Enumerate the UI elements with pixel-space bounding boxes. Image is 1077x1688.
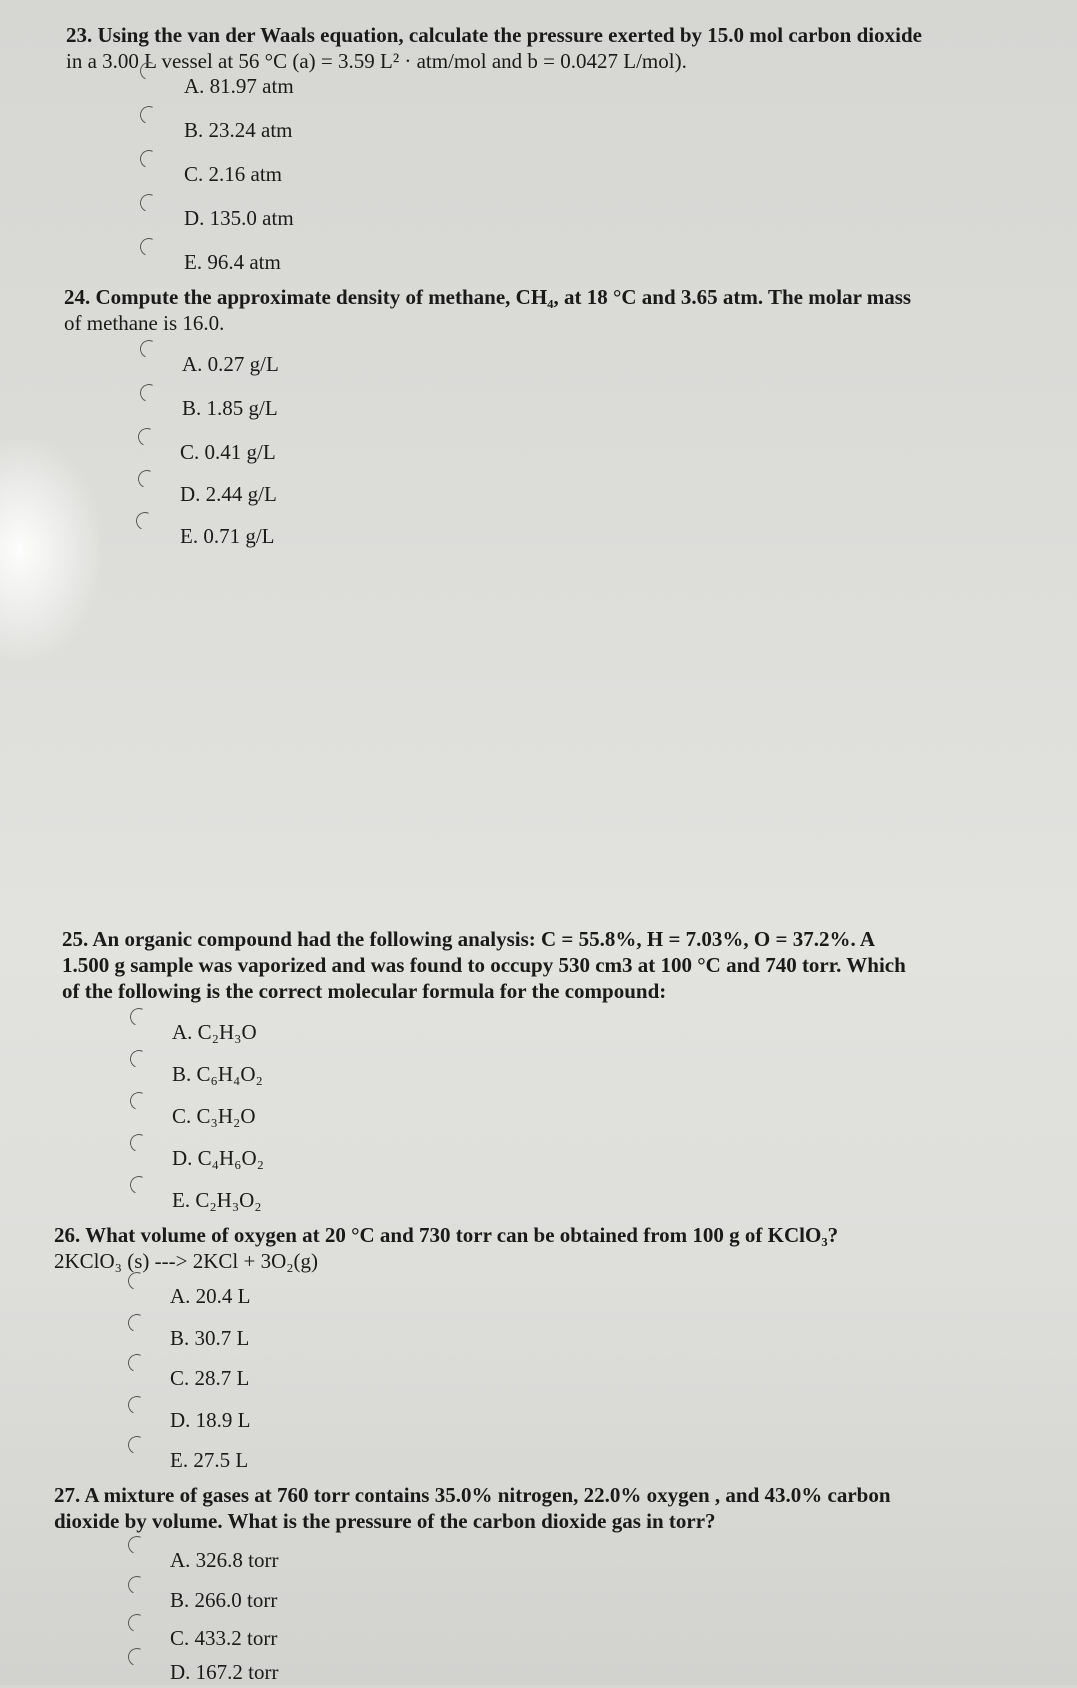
question-text-line: in a 3.00 L vessel at 56 °C (a) = 3.59 L² · atm/mol and b = 0.0427 L/mol).	[66, 49, 687, 73]
option-label: B. 266.0 torr	[170, 1588, 278, 1612]
option-label: C. 28.7 L	[170, 1366, 250, 1390]
radio-button[interactable]	[135, 467, 158, 490]
option-label: D. 167.2 torr	[170, 1660, 279, 1684]
question-text-line: 26. What volume of oxygen at 20 °C and 730 torr can be obtained from 100 g of KClO₃?	[54, 1223, 839, 1247]
option-label: A. 81.97 atm	[184, 74, 294, 98]
radio-button[interactable]	[125, 1351, 148, 1374]
radio-button[interactable]	[125, 1311, 148, 1334]
radio-button[interactable]	[137, 381, 160, 404]
question-24	[64, 284, 911, 336]
radio-button[interactable]	[133, 509, 156, 532]
radio-button[interactable]	[127, 1173, 150, 1196]
question-text-line: 27. A mixture of gases at 760 torr contains 35.0% nitrogen, 22.0% oxygen , and 43.0% carbon	[54, 1483, 891, 1507]
option-label: A. 20.4 L	[170, 1284, 251, 1308]
radio-button[interactable]	[137, 103, 160, 126]
option-label: B. C₆H₄O₂	[172, 1062, 263, 1086]
question-text-line: of methane is 16.0.	[64, 311, 225, 335]
option-label: E. 0.71 g/L	[180, 524, 275, 548]
option-label: E. 27.5 L	[170, 1448, 249, 1472]
option-label: C. 0.41 g/L	[180, 440, 276, 464]
option-label: A. 0.27 g/L	[182, 352, 279, 376]
option-label: D. C₄H₆O₂	[172, 1146, 264, 1170]
radio-button[interactable]	[125, 1573, 148, 1596]
question-text-line: 24. Compute the approximate density of methane, CH₄, at 18 °C and 3.65 atm. The molar mass	[64, 285, 912, 309]
radio-button[interactable]	[127, 1047, 150, 1070]
option-label: C. 433.2 torr	[170, 1626, 278, 1650]
radio-button[interactable]	[127, 1005, 150, 1028]
option-label: C. C₃H₂O	[172, 1104, 256, 1128]
radio-button[interactable]	[135, 425, 158, 448]
question-text-line: dioxide by volume. What is the pressure of the carbon dioxide gas in torr?	[54, 1509, 716, 1533]
radio-button[interactable]	[137, 235, 160, 258]
radio-button[interactable]	[137, 337, 160, 360]
option-label: B. 23.24 atm	[184, 118, 293, 142]
option-label: C. 2.16 atm	[184, 162, 283, 186]
option-label: A. C₂H₃O	[172, 1020, 257, 1044]
option-label: D. 18.9 L	[170, 1408, 251, 1432]
question-26	[54, 1222, 838, 1274]
question-27	[54, 1482, 891, 1534]
option-label: D. 2.44 g/L	[180, 482, 277, 506]
option-label: E. C₂H₃O₂	[172, 1188, 262, 1212]
question-text-line: of the following is the correct molecular formula for the compound:	[62, 979, 667, 1003]
radio-button[interactable]	[125, 1645, 148, 1668]
option-label: D. 135.0 atm	[184, 206, 294, 230]
radio-button[interactable]	[125, 1611, 148, 1634]
question-text-line: 1.500 g sample was vaporized and was found to occupy 530 cm3 at 100 °C and 740 torr. Which	[62, 953, 906, 977]
question-text-line: 2KClO₃ (s) ---> 2KCl + 3O₂(g)	[54, 1249, 319, 1273]
blank-space	[0, 560, 1077, 920]
radio-button[interactable]	[125, 1433, 148, 1456]
option-label: E. 96.4 atm	[184, 250, 281, 274]
question-text-line: 23. Using the van der Waals equation, calculate the pressure exerted by 15.0 mol carbon dioxide	[66, 23, 922, 47]
radio-button[interactable]	[137, 191, 160, 214]
radio-button[interactable]	[125, 1533, 148, 1556]
option-label: B. 30.7 L	[170, 1326, 250, 1350]
radio-button[interactable]	[137, 147, 160, 170]
radio-button[interactable]	[127, 1131, 150, 1154]
question-23	[66, 22, 922, 74]
option-label: B. 1.85 g/L	[182, 396, 278, 420]
radio-button[interactable]	[127, 1089, 150, 1112]
question-text-line: 25. An organic compound had the following analysis: C = 55.8%, H = 7.03%, O = 37.2%. A	[62, 927, 875, 951]
option-label: A. 326.8 torr	[170, 1548, 279, 1572]
radio-button[interactable]	[125, 1393, 148, 1416]
question-25	[62, 926, 906, 1004]
